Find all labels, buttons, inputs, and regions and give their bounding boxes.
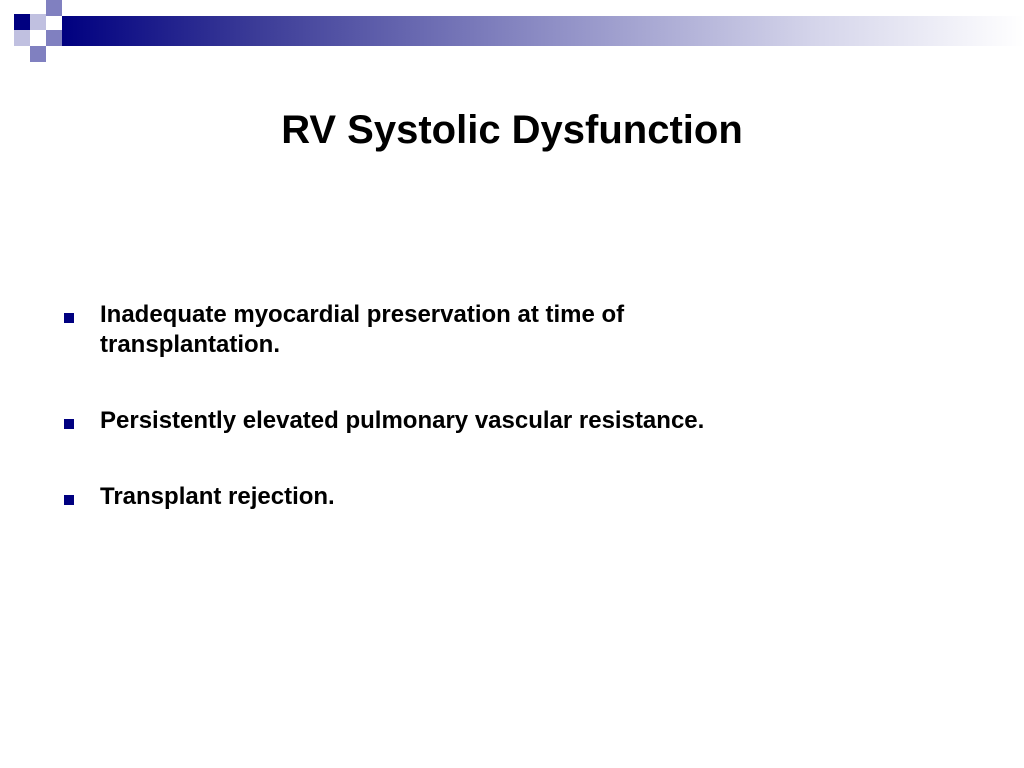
square-bullet-icon [64, 313, 74, 323]
header-square-mid-1 [46, 0, 62, 16]
bullet-text: Persistently elevated pulmonary vascular resistance. [100, 407, 705, 434]
header-square-dark-1 [14, 14, 30, 30]
header-square-mid-3 [30, 46, 46, 62]
header-decoration [0, 0, 1024, 64]
slide-title: RV Systolic Dysfunction [281, 108, 743, 152]
bullet-text: Transplant rejection. [100, 483, 335, 510]
bullet-list [62, 300, 742, 558]
bullet-text: Inadequate myocardial preservation at time of transplantation. [100, 301, 625, 358]
header-gradient-bar [62, 16, 1024, 46]
header-square-light-1 [30, 14, 46, 30]
square-bullet-icon [64, 419, 74, 429]
square-bullet-icon [64, 495, 74, 505]
bullet-item [62, 406, 742, 436]
bullet-item [62, 300, 742, 360]
header-square-light-2 [14, 30, 30, 46]
header-square-mid-2 [46, 30, 62, 46]
bullet-item [62, 482, 742, 512]
